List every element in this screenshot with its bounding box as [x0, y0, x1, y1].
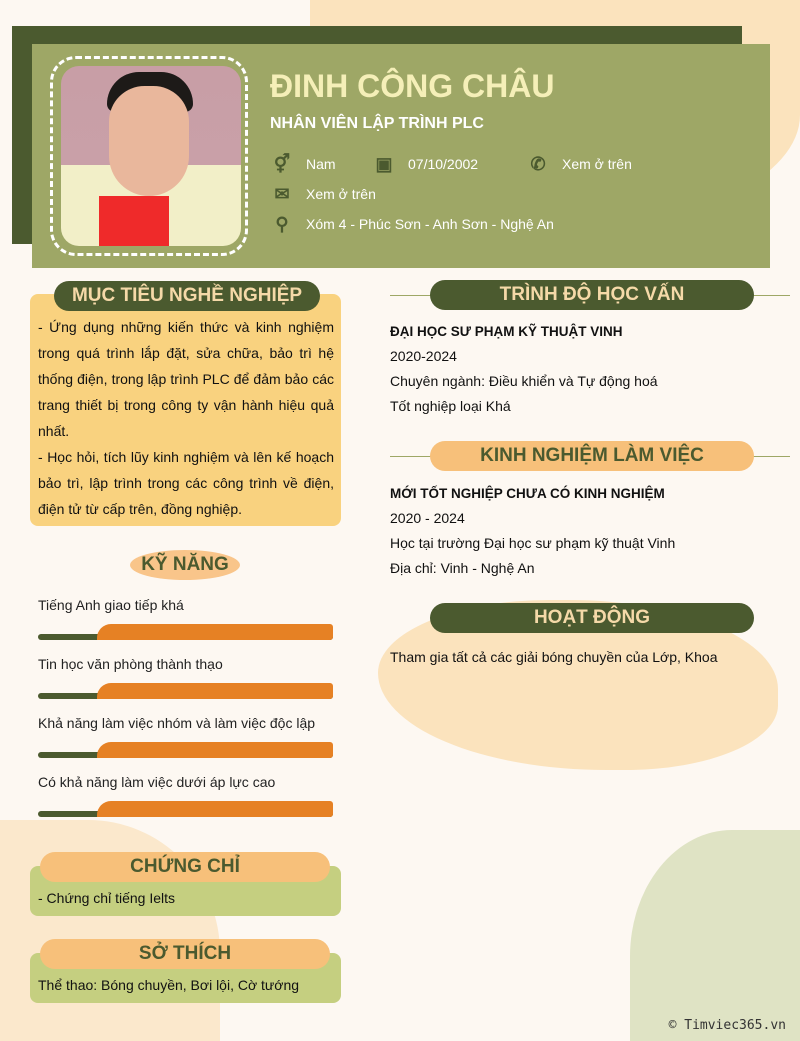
- education-period: 2020-2024: [390, 348, 457, 364]
- activities-title: HOẠT ĐỘNG: [430, 603, 754, 633]
- education-title: TRÌNH ĐỘ HỌC VẤN: [430, 280, 754, 310]
- skill-bar-fill: [97, 624, 333, 640]
- phone: Xem ở trên: [562, 156, 632, 172]
- candidate-role: NHÂN VIÊN LẬP TRÌNH PLC: [270, 115, 484, 132]
- gender: Nam: [306, 156, 336, 172]
- bg-blob: [630, 830, 800, 1041]
- address: Xóm 4 - Phúc Sơn - Anh Sơn - Nghệ An: [306, 216, 554, 232]
- education-major: Chuyên ngành: Điều khiển và Tự động hoá: [390, 373, 658, 389]
- email-icon: ✉: [274, 183, 290, 204]
- experience-line: Địa chỉ: Vinh - Nghệ An: [390, 560, 535, 576]
- experience-line: Học tại trường Đại học sư phạm kỹ thuật Vinh: [390, 535, 676, 551]
- skill-bar-fill: [97, 801, 333, 817]
- skill-label: Tin học văn phòng thành thạo: [38, 656, 223, 672]
- objective-title: MỤC TIÊU NGHỀ NGHIỆP: [54, 281, 320, 311]
- certificates-title: CHỨNG CHỈ: [40, 852, 330, 882]
- experience-heading: MỚI TỐT NGHIỆP CHƯA CÓ KINH NGHIỆM: [390, 486, 665, 501]
- avatar: [61, 66, 241, 246]
- email: Xem ở trên: [306, 186, 376, 202]
- skill-bar: [38, 634, 333, 640]
- skill-bar-fill: [97, 683, 333, 699]
- skill-bar-fill: [97, 742, 333, 758]
- birthday: 07/10/2002: [408, 156, 479, 172]
- experience-title: KINH NGHIỆM LÀM VIỆC: [430, 441, 754, 471]
- education-school: ĐẠI HỌC SƯ PHẠM KỸ THUẬT VINH: [390, 324, 623, 339]
- objective-text: - Ứng dụng những kiến thức và kinh nghiệm trong quá trình lắp đặt, sửa chữa, bảo trì hệ thống điện, trong lập trình PLC để đảm bảo các trang thiết bị trong công ty vận hành hiệu quả nhất.: [38, 319, 334, 439]
- education-grade: Tốt nghiệp loại Khá: [390, 398, 511, 414]
- activities-text: Tham gia tất cả các giải bóng chuyền của Lớp, Khoa: [390, 649, 718, 665]
- skill-label: Tiếng Anh giao tiếp khá: [38, 597, 184, 613]
- experience-period: 2020 - 2024: [390, 510, 465, 526]
- skills-title: KỸ NĂNG: [130, 550, 240, 580]
- hobbies-text: Thể thao: Bóng chuyền, Bơi lội, Cờ tướng: [38, 977, 300, 993]
- skill-label: Khả năng làm việc nhóm và làm việc độc lập: [38, 715, 316, 731]
- skill-label: Có khả năng làm việc dưới áp lực cao: [38, 774, 276, 790]
- skill-bar: [38, 752, 333, 758]
- location-icon: ⚲: [275, 213, 289, 234]
- phone-icon: ✆: [530, 153, 546, 174]
- objective-text: - Học hỏi, tích lũy kinh nghiệm và lên kế hoạch bảo trì, lập trình trong các công trình về điện, điện tử từ cấp trên, đồng nghiệp.: [38, 449, 334, 517]
- hobbies-title: SỞ THÍCH: [40, 939, 330, 969]
- calendar-icon: ▣: [375, 153, 393, 174]
- certificate-item: - Chứng chỉ tiếng Ielts: [38, 890, 175, 906]
- candidate-name: ĐINH CÔNG CHÂU: [270, 68, 555, 104]
- gender-icon: ⚥: [273, 153, 291, 174]
- skill-bar: [38, 693, 333, 699]
- footer-copyright: © Timviec365.vn: [668, 1018, 786, 1033]
- skill-bar: [38, 811, 333, 817]
